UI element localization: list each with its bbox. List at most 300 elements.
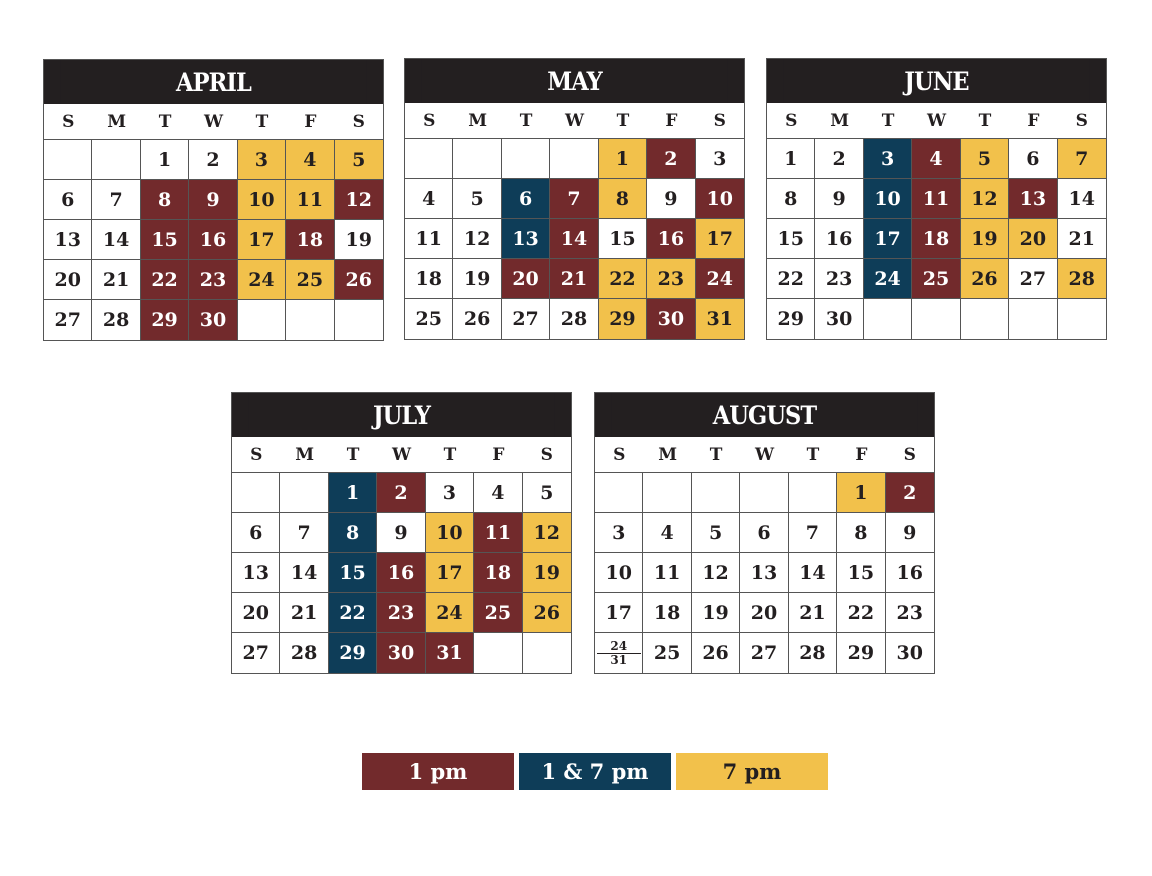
day-number: 2 bbox=[394, 481, 408, 504]
day-number: 22 bbox=[339, 601, 366, 624]
month-title: APRIL bbox=[61, 60, 366, 104]
day-number: 6 bbox=[249, 521, 263, 544]
day-cell bbox=[767, 179, 815, 219]
day-cell bbox=[280, 593, 328, 633]
day-number: 1 bbox=[345, 481, 360, 504]
day-cell bbox=[232, 593, 280, 633]
day-number: 29 bbox=[151, 309, 178, 331]
day-number: 28 bbox=[102, 309, 130, 331]
day-number: 19 bbox=[971, 227, 998, 250]
day-cell bbox=[474, 513, 522, 553]
calendar-july bbox=[231, 392, 572, 674]
day-number: 21 bbox=[799, 601, 826, 624]
empty-cell bbox=[523, 633, 571, 673]
day-number: 14 bbox=[102, 228, 130, 251]
day-cell bbox=[141, 300, 189, 340]
day-number: 12 bbox=[463, 227, 491, 250]
day-cell bbox=[232, 553, 280, 593]
weekday-header: W bbox=[912, 103, 960, 139]
day-number: 25 bbox=[415, 308, 442, 330]
day-number: 24 bbox=[706, 267, 733, 290]
empty-cell bbox=[740, 473, 788, 513]
weekday-header: S bbox=[405, 103, 453, 139]
day-cell bbox=[502, 259, 550, 299]
day-cell bbox=[1058, 259, 1106, 299]
weekday-header: M bbox=[643, 437, 691, 473]
day-cell bbox=[595, 593, 643, 633]
day-number: 14 bbox=[290, 561, 318, 584]
day-cell bbox=[92, 180, 140, 220]
day-cell bbox=[405, 299, 453, 339]
weekday-header: T bbox=[426, 437, 474, 473]
day-cell bbox=[961, 259, 1009, 299]
weekday-header: S bbox=[523, 437, 571, 473]
day-number: 9 bbox=[206, 188, 220, 211]
day-number: 20 bbox=[54, 268, 81, 291]
day-number: 22 bbox=[847, 601, 875, 624]
day-number: 20 bbox=[750, 601, 778, 624]
day-number: 1 bbox=[157, 148, 172, 171]
day-number: 31 bbox=[436, 642, 463, 664]
empty-cell bbox=[474, 633, 522, 673]
day-cell bbox=[329, 473, 377, 513]
day-number: 16 bbox=[657, 227, 685, 250]
day-cell bbox=[92, 220, 140, 260]
day-cell bbox=[232, 633, 280, 673]
day-cell bbox=[886, 633, 934, 673]
day-number: 1 bbox=[615, 147, 630, 170]
day-cell bbox=[550, 299, 598, 339]
day-cell bbox=[647, 179, 695, 219]
day-number: 10 bbox=[436, 521, 463, 544]
day-number: 29 bbox=[339, 642, 366, 664]
empty-cell bbox=[912, 299, 960, 339]
weekday-header: T bbox=[864, 103, 912, 139]
empty-cell bbox=[286, 300, 334, 340]
day-cell bbox=[961, 139, 1009, 179]
day-cell bbox=[1009, 179, 1057, 219]
day-number: 11 bbox=[296, 188, 324, 211]
weekday-header: S bbox=[696, 103, 744, 139]
day-number: 27 bbox=[242, 642, 269, 664]
day-number: 26 bbox=[345, 268, 372, 291]
weekday-header: W bbox=[550, 103, 598, 139]
day-number: 19 bbox=[463, 267, 491, 290]
day-number: 16 bbox=[825, 227, 853, 250]
day-number: 4 bbox=[422, 187, 436, 210]
day-number: 27 bbox=[512, 308, 539, 330]
empty-cell bbox=[1009, 299, 1057, 339]
day-number: 3 bbox=[612, 521, 626, 544]
day-number: 26 bbox=[463, 308, 491, 330]
day-cell bbox=[815, 299, 863, 339]
weekday-header: T bbox=[502, 103, 550, 139]
day-cell bbox=[692, 513, 740, 553]
weekday-header: F bbox=[286, 104, 334, 140]
weekday-header: T bbox=[141, 104, 189, 140]
day-number: 19 bbox=[345, 228, 372, 251]
day-cell bbox=[1009, 219, 1057, 259]
empty-cell bbox=[232, 473, 280, 513]
day-number: 3 bbox=[442, 481, 457, 504]
day-cell bbox=[740, 553, 788, 593]
day-number: 26 bbox=[533, 601, 560, 624]
day-cell bbox=[767, 259, 815, 299]
day-cell bbox=[426, 633, 474, 673]
day-cell bbox=[696, 259, 744, 299]
day-cell bbox=[767, 139, 815, 179]
day-cell bbox=[189, 260, 237, 300]
day-cell bbox=[377, 633, 425, 673]
day-number: 28 bbox=[799, 642, 826, 664]
day-number: 3 bbox=[880, 147, 895, 170]
day-number: 4 bbox=[660, 521, 674, 544]
day-number: 6 bbox=[518, 187, 533, 210]
day-number: 5 bbox=[352, 148, 366, 171]
day-cell bbox=[189, 300, 237, 340]
day-cell bbox=[44, 220, 92, 260]
day-cell bbox=[599, 299, 647, 339]
day-number: 12 bbox=[345, 188, 372, 211]
day-number: 15 bbox=[777, 227, 804, 250]
day-cell bbox=[696, 179, 744, 219]
empty-cell bbox=[238, 300, 286, 340]
empty-cell bbox=[864, 299, 912, 339]
day-cell bbox=[286, 220, 334, 260]
day-cell bbox=[502, 299, 550, 339]
day-cell bbox=[647, 299, 695, 339]
day-number: 23 bbox=[387, 601, 415, 624]
day-number: 27 bbox=[750, 642, 778, 664]
day-cell bbox=[647, 219, 695, 259]
day-cell bbox=[523, 473, 571, 513]
weekday-header: T bbox=[238, 104, 286, 140]
day-number: 6 bbox=[1026, 147, 1040, 170]
day-cell bbox=[864, 139, 912, 179]
day-number: 3 bbox=[254, 148, 269, 171]
day-cell bbox=[692, 633, 740, 673]
day-cell bbox=[740, 593, 788, 633]
day-number: 3 bbox=[713, 147, 727, 170]
weekday-header: S bbox=[335, 104, 383, 140]
empty-cell bbox=[961, 299, 1009, 339]
day-number: 4 bbox=[491, 481, 505, 504]
day-cell bbox=[647, 259, 695, 299]
day-number: 5 bbox=[470, 187, 484, 210]
day-number: 21 bbox=[1068, 227, 1095, 250]
day-number: 11 bbox=[415, 227, 442, 250]
day-cell bbox=[426, 473, 474, 513]
day-number: 10 bbox=[248, 188, 275, 211]
day-cell bbox=[1058, 179, 1106, 219]
weekday-header: W bbox=[189, 104, 237, 140]
day-cell bbox=[961, 179, 1009, 219]
day-cell bbox=[643, 513, 691, 553]
day-cell bbox=[141, 140, 189, 180]
day-number: 28 bbox=[560, 308, 588, 330]
day-cell bbox=[238, 220, 286, 260]
day-number: 13 bbox=[512, 227, 539, 250]
day-number: 12 bbox=[533, 521, 560, 544]
day-cell bbox=[886, 553, 934, 593]
day-number: 11 bbox=[653, 561, 681, 584]
day-cell bbox=[599, 219, 647, 259]
day-number: 17 bbox=[605, 601, 632, 624]
day-number: 29 bbox=[847, 642, 875, 664]
month-title: JULY bbox=[249, 393, 554, 437]
day-number: 15 bbox=[847, 561, 875, 584]
day-number: 16 bbox=[896, 561, 923, 584]
day-number: 30 bbox=[199, 309, 227, 331]
day-number: 8 bbox=[854, 521, 868, 544]
weekday-header: F bbox=[474, 437, 522, 473]
empty-cell bbox=[692, 473, 740, 513]
day-number: 22 bbox=[777, 267, 804, 290]
day-cell bbox=[232, 513, 280, 553]
weekday-header: S bbox=[886, 437, 934, 473]
day-cell bbox=[837, 633, 885, 673]
day-cell bbox=[595, 513, 643, 553]
day-number: 29 bbox=[777, 308, 804, 330]
day-cell bbox=[453, 179, 501, 219]
day-cell bbox=[523, 593, 571, 633]
day-number: 17 bbox=[248, 228, 275, 251]
day-number: 10 bbox=[706, 187, 733, 210]
day-cell bbox=[740, 633, 788, 673]
day-cell bbox=[335, 140, 383, 180]
day-number: 13 bbox=[750, 561, 778, 584]
day-number: 27 bbox=[54, 309, 81, 331]
weekday-header: T bbox=[961, 103, 1009, 139]
day-cell bbox=[280, 513, 328, 553]
day-cell bbox=[886, 593, 934, 633]
weekday-header: F bbox=[837, 437, 885, 473]
day-number: 24 bbox=[436, 601, 463, 624]
day-cell bbox=[912, 259, 960, 299]
day-number: 15 bbox=[151, 228, 178, 251]
day-number: 31 bbox=[610, 652, 628, 667]
day-number: 21 bbox=[102, 268, 130, 291]
day-number: 12 bbox=[971, 187, 998, 210]
empty-cell bbox=[1058, 299, 1106, 339]
weekday-header: S bbox=[595, 437, 643, 473]
day-cell bbox=[789, 593, 837, 633]
legend-1-and-7pm bbox=[519, 753, 671, 790]
day-cell bbox=[696, 299, 744, 339]
weekday-header: S bbox=[1058, 103, 1106, 139]
day-number: 20 bbox=[242, 601, 269, 624]
day-number: 10 bbox=[605, 561, 632, 584]
day-cell bbox=[740, 513, 788, 553]
day-cell bbox=[837, 513, 885, 553]
day-cell bbox=[815, 179, 863, 219]
day-cell bbox=[44, 260, 92, 300]
day-cell bbox=[864, 219, 912, 259]
day-cell bbox=[377, 593, 425, 633]
month-title: AUGUST bbox=[612, 393, 917, 437]
day-cell bbox=[837, 553, 885, 593]
weekday-header: T bbox=[329, 437, 377, 473]
day-number: 26 bbox=[702, 642, 729, 664]
calendar-june bbox=[766, 58, 1107, 340]
day-cell bbox=[426, 553, 474, 593]
empty-cell bbox=[595, 473, 643, 513]
day-number: 22 bbox=[151, 268, 178, 291]
empty-cell bbox=[643, 473, 691, 513]
day-cell bbox=[550, 179, 598, 219]
day-cell bbox=[599, 259, 647, 299]
day-cell bbox=[286, 180, 334, 220]
day-cell bbox=[405, 219, 453, 259]
day-number: 9 bbox=[832, 187, 846, 210]
legend-1pm-label: 1 pm bbox=[408, 759, 468, 784]
day-cell bbox=[141, 260, 189, 300]
day-number: 13 bbox=[242, 561, 269, 584]
day-cell bbox=[912, 219, 960, 259]
day-cell bbox=[474, 553, 522, 593]
day-cell bbox=[335, 180, 383, 220]
empty-cell bbox=[92, 140, 140, 180]
day-number: 9 bbox=[903, 521, 917, 544]
day-cell bbox=[329, 513, 377, 553]
weekday-header: M bbox=[92, 104, 140, 140]
empty-cell bbox=[280, 473, 328, 513]
day-cell bbox=[44, 300, 92, 340]
day-cell bbox=[912, 179, 960, 219]
empty-cell bbox=[335, 300, 383, 340]
day-cell bbox=[238, 180, 286, 220]
day-cell bbox=[189, 140, 237, 180]
day-number: 21 bbox=[560, 267, 588, 290]
day-cell bbox=[238, 140, 286, 180]
day-number: 21 bbox=[290, 601, 318, 624]
day-cell bbox=[886, 513, 934, 553]
day-number: 17 bbox=[706, 227, 733, 250]
day-cell bbox=[286, 140, 334, 180]
day-cell bbox=[453, 259, 501, 299]
day-cell bbox=[643, 633, 691, 673]
day-number: 2 bbox=[664, 147, 678, 170]
month-title: JUNE bbox=[784, 59, 1089, 103]
day-number: 17 bbox=[436, 561, 463, 584]
day-cell bbox=[595, 553, 643, 593]
day-number: 6 bbox=[757, 521, 771, 544]
day-number: 8 bbox=[157, 188, 172, 211]
weekday-header: T bbox=[789, 437, 837, 473]
day-number: 7 bbox=[567, 187, 581, 210]
day-number: 11 bbox=[484, 521, 512, 544]
day-cell bbox=[550, 219, 598, 259]
day-number: 12 bbox=[702, 561, 729, 584]
day-cell bbox=[837, 593, 885, 633]
day-number: 20 bbox=[512, 267, 539, 290]
day-number: 30 bbox=[896, 642, 923, 664]
day-cell bbox=[647, 139, 695, 179]
day-cell bbox=[426, 513, 474, 553]
day-cell bbox=[405, 179, 453, 219]
legend-7pm bbox=[676, 753, 828, 790]
day-cell bbox=[815, 219, 863, 259]
weekday-header: M bbox=[280, 437, 328, 473]
day-number: 28 bbox=[1068, 267, 1095, 290]
day-cell bbox=[502, 179, 550, 219]
day-number: 13 bbox=[54, 228, 81, 251]
legend-7pm-label: 7 pm bbox=[722, 759, 782, 784]
day-number: 25 bbox=[653, 642, 681, 664]
day-number: 30 bbox=[825, 308, 853, 330]
day-cell bbox=[692, 593, 740, 633]
day-number: 29 bbox=[609, 308, 636, 330]
day-number: 22 bbox=[609, 267, 636, 290]
month-title: MAY bbox=[422, 59, 727, 103]
day-cell bbox=[837, 473, 885, 513]
day-number: 18 bbox=[296, 228, 324, 251]
day-number: 8 bbox=[784, 187, 798, 210]
day-cell bbox=[1058, 139, 1106, 179]
day-cell bbox=[92, 260, 140, 300]
day-number: 24 bbox=[597, 640, 641, 654]
day-cell bbox=[92, 300, 140, 340]
day-number: 23 bbox=[825, 267, 853, 290]
day-cell bbox=[453, 299, 501, 339]
day-number: 7 bbox=[805, 521, 820, 544]
empty-cell bbox=[44, 140, 92, 180]
day-number: 4 bbox=[929, 147, 943, 170]
day-cell bbox=[329, 593, 377, 633]
day-number: 15 bbox=[339, 561, 366, 584]
day-cell bbox=[767, 219, 815, 259]
day-number: 16 bbox=[199, 228, 227, 251]
day-number: 16 bbox=[387, 561, 415, 584]
day-cell bbox=[595, 633, 643, 673]
day-cell bbox=[44, 180, 92, 220]
day-cell bbox=[523, 513, 571, 553]
day-cell bbox=[426, 593, 474, 633]
day-number: 18 bbox=[415, 267, 442, 290]
day-number: 1 bbox=[784, 147, 798, 170]
day-cell bbox=[502, 219, 550, 259]
day-cell bbox=[329, 553, 377, 593]
day-number: 18 bbox=[653, 601, 681, 624]
day-number: 30 bbox=[387, 642, 415, 664]
day-cell bbox=[692, 553, 740, 593]
day-cell bbox=[329, 633, 377, 673]
day-cell bbox=[643, 553, 691, 593]
day-cell bbox=[286, 260, 334, 300]
empty-cell bbox=[502, 139, 550, 179]
day-number: 25 bbox=[922, 267, 950, 290]
day-cell bbox=[815, 259, 863, 299]
day-cell bbox=[377, 513, 425, 553]
day-number: 18 bbox=[922, 227, 950, 250]
empty-cell bbox=[405, 139, 453, 179]
day-cell bbox=[405, 259, 453, 299]
day-number: 31 bbox=[706, 308, 733, 330]
day-cell bbox=[141, 220, 189, 260]
weekday-header: F bbox=[647, 103, 695, 139]
day-number: 4 bbox=[303, 148, 317, 171]
day-cell bbox=[238, 260, 286, 300]
day-number: 25 bbox=[296, 268, 324, 291]
calendar-april bbox=[43, 59, 384, 341]
day-number: 27 bbox=[1019, 267, 1047, 290]
day-number: 23 bbox=[657, 267, 685, 290]
day-cell bbox=[815, 139, 863, 179]
day-cell bbox=[696, 219, 744, 259]
day-cell bbox=[789, 513, 837, 553]
day-number: 14 bbox=[799, 561, 826, 584]
day-number: 9 bbox=[664, 187, 678, 210]
